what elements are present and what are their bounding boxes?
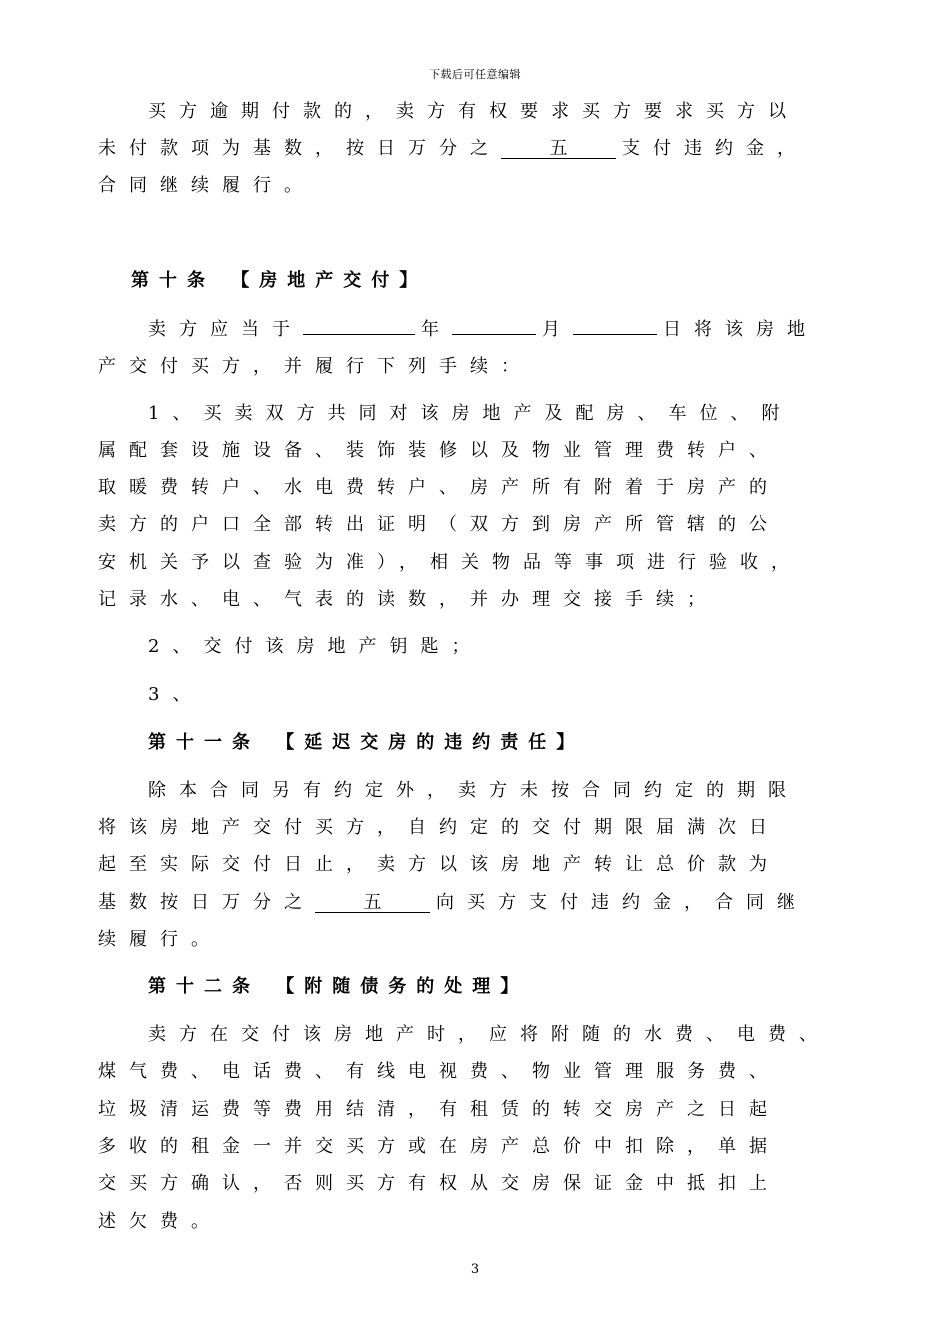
art12-line-4: 多收的租金一并交买方或在房产总价中扣除，单据 [98, 1136, 780, 1157]
art11-line-1: 除本合同另有约定外，卖方未按合同约定的期限 [148, 780, 799, 801]
article-10-heading: 第十条 【房地产交付】 [131, 270, 428, 291]
art10-line-1: 卖方应当于 年 月 日将该房地 [148, 319, 818, 340]
art10-item1-line-6: 记录水、电、气表的读数，并办理交接手续； [98, 589, 718, 610]
para1-line-1: 买方逾期付款的，卖方有权要求买方要求买方以 [148, 101, 799, 122]
art10-item1-line-5: 安机关予以查验为准），相关物品等事项进行验收， [98, 552, 802, 573]
year-blank [303, 334, 415, 335]
art11-line-4: 基数按日万分之 五 向买方支付违约金，合同继 [98, 892, 808, 913]
rate-blank: 五 [501, 139, 616, 159]
art12-line-6: 述欠费。 [98, 1211, 222, 1232]
art11-line-2: 将该房地产交付买方，自约定的交付期限届满次日 [98, 817, 780, 838]
art10-item1-line-4: 卖方的户口全部转出证明（双方到房产所管辖的公 [98, 514, 780, 535]
art10-item1-line-3: 取暖费转户、水电费转户、房产所有附着于房产的 [98, 477, 780, 498]
article-12-heading: 第十二条 【附随债务的处理】 [148, 976, 529, 997]
art11-line-5: 续履行。 [98, 929, 222, 950]
art10-item1-line-2: 属配套设施设备、装饰装修以及物业管理费转户、 [98, 440, 780, 461]
art10-item2: 2、交付该房地产钥匙； [148, 636, 483, 657]
month-blank [452, 334, 536, 335]
para1-line-2: 未付款项为基数，按日万分之 五 支付违约金， [98, 138, 808, 159]
art12-line-5: 交买方确认，否则买方有权从交房保证金中抵扣上 [98, 1173, 780, 1194]
para1-line-3: 合同继续履行。 [98, 175, 315, 196]
page-header: 下载后可任意编辑 [429, 68, 521, 81]
art12-line-1: 卖方在交付该房地产时，应将附随的水费、电费、 [148, 1024, 830, 1045]
art11-line-3: 起至实际交付日止，卖方以该房地产转让总价款为 [98, 854, 780, 875]
art10-item1-line-1: 1、买卖双方共同对该房地产及配房、车位、附 [148, 403, 793, 424]
page-number: 3 [470, 1262, 480, 1277]
art12-line-2: 煤气费、电话费、有线电视费、物业管理服务费、 [98, 1061, 780, 1082]
day-blank [573, 334, 657, 335]
article-11-heading: 第十一条 【延迟交房的违约责任】 [148, 732, 585, 753]
art12-line-3: 垃圾清运费等费用结清，有租赁的转交房产之日起 [98, 1099, 780, 1120]
art10-item3: 3、 [148, 684, 204, 705]
penalty-rate-blank: 五 [315, 893, 430, 913]
art10-line-2: 产交付买方，并履行下列手续： [98, 356, 532, 377]
